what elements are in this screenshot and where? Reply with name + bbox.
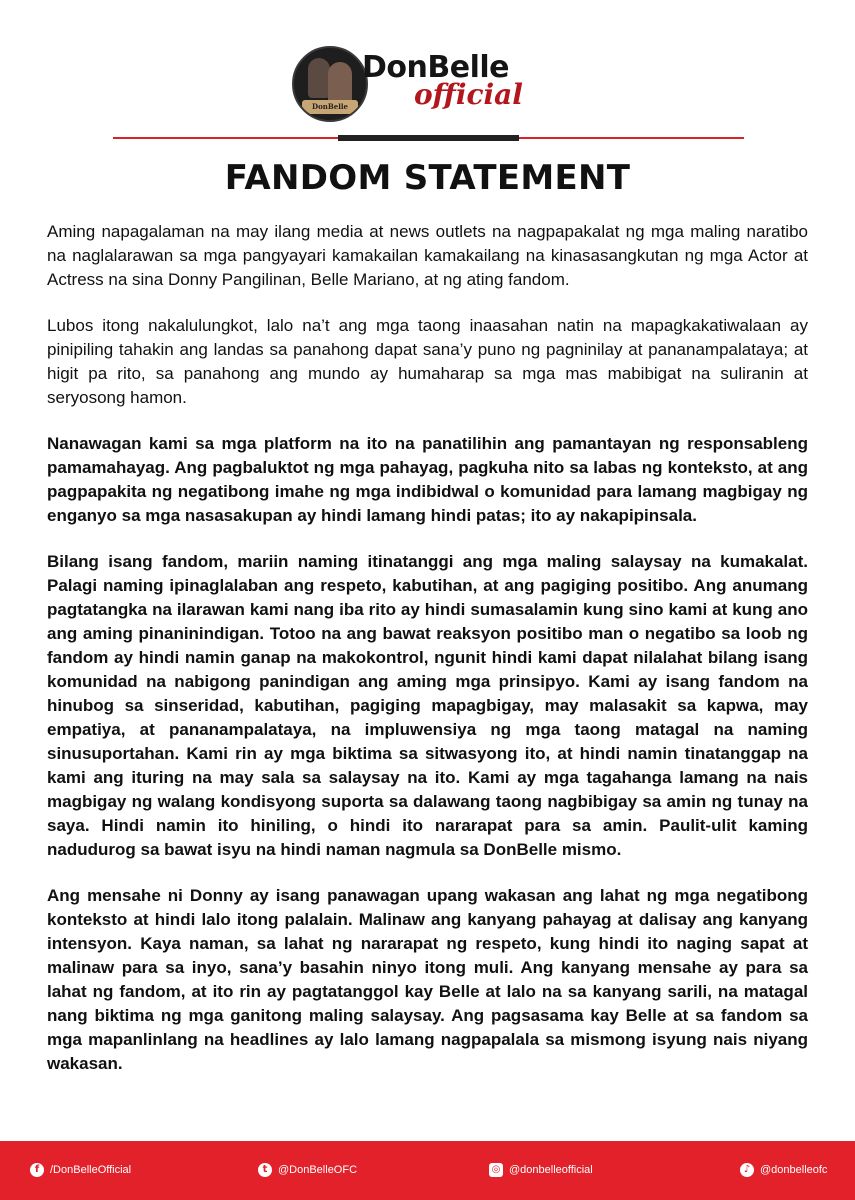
instagram-icon: ◎ — [489, 1163, 503, 1177]
paragraph-4: Bilang isang fandom, mariin naming itinatanggi ang mga maling salaysay na kumakalat. Palagi naming ipinaglalaban ang respeto, kabutihan, at ang pagiging positibo. Ang anumang pagtatangka na ilarawan kami nang iba rito ay hindi sumasalamin kung sino kami at kung ano ang aming pinaninindigan. Totoo na ang bawat reaksyon positibo man o negatibo sa loob ng fandom ay hindi namin ganap na makokontrol, ngunit hindi kami dapat nilalahat bilang isang komunidad na nabigong panindigan ang aming mga prinsipyo. Kami ay isang fandom na hinubog sa sinseridad, kabutihan, pagiging mapagbigay, may malasakit sa kapwa, may empatiya, at pananampalataya, na impluwensiya ng mga taong matagal na naming sinusuportahan. Kami rin ay mga biktima sa sitwasyong ito, at hindi namin tinatanggap na kami ang ituring na may sala sa salaysay na ito. Kami ay mga tagahanga lamang na nais magbigay ng walang kondisyong suporta sa dalawang taong nagbibigay sa amin ng tunay na saya. Hindi namin ito hiniling, o hindi ito nararapat para sa amin. Paulit-ulit kaming nadudurog sa bawat isyu na hindi naman nagmula sa DonBelle mismo. — [47, 552, 808, 859]
logo-image — [292, 46, 368, 122]
brand-subtitle: official — [414, 78, 523, 111]
paragraph-1: Aming napagalaman na may ilang media at news outlets na nagpapakalat ng mga maling naratibo na naglalarawan sa mga pangyayari kamakailan kamakailang na kinasasangkutan ng mga Actor at Actress na sina Donny Pangilinan, Belle Mariano, at ng ating fandom. — [47, 222, 808, 289]
social-footer — [0, 1141, 855, 1200]
twitter-handle: @DonBelleOFC — [278, 1164, 358, 1176]
paragraph-2: Lubos itong nakalulungkot, lalo na’t ang mga taong inaasahan natin na mapagkakatiwalaan ay pinipiling tahakin ang landas sa panahong dapat sana’y puno ng pagninilay at pananampalataya; at higit pa rito, sa panahong ang mundo ay humaharap sa mga mas mabibigat na suliranin at seryosong hamon. — [47, 316, 808, 407]
logo-figure-right — [328, 62, 352, 104]
divider-accent — [338, 135, 519, 141]
tiktok-link[interactable] — [740, 1161, 827, 1179]
brand-name: DonBelle — [362, 50, 509, 85]
twitter-link[interactable] — [258, 1161, 357, 1179]
instagram-handle: @donbelleofficial — [509, 1164, 593, 1176]
page-title: FANDOM STATEMENT — [224, 158, 631, 198]
header — [0, 40, 855, 120]
paragraph-5: Ang mensahe ni Donny ay isang panawagan upang wakasan ang lahat ng mga negatibong konteksto at hindi lalo itong palalain. Malinaw ang kanyang pahayag at dalisay ang kanyang intensyon. Kaya naman, sa lahat ng nararapat ng respeto, kung hindi ito naging sapat at malinaw para sa inyo, sana’y basahin ninyo itong muli. Ang kanyang mensahe ay para sa lahat ng fandom, at ito rin ay pagtatanggol kay Belle at lalo na sa kanyang sarili, na matagal nang biktima ng mga ganitong maling salaysay. Ang pagsasama kay Belle at sa fandom sa mga mapanlinlang na headlines ay lalo lamang nagpapalala sa mismong isyung nais niyang wakasan. — [47, 886, 808, 1073]
twitter-icon: t — [258, 1163, 272, 1177]
statement-body — [47, 220, 808, 1098]
facebook-handle: /DonBelleOfficial — [50, 1164, 132, 1176]
logo-badge: DonBelle — [302, 100, 358, 114]
logo-figure-left — [308, 58, 330, 98]
facebook-icon: f — [30, 1163, 44, 1177]
paragraph-3: Nanawagan kami sa mga platform na ito na panatilihin ang pamantayan ng responsableng pamamahayag. Ang pagbaluktot ng mga pahayag, pagkuha nito sa labas ng konteksto, at ang pagpapakita ng negatibong imahe ng mga indibidwal o komunidad para lamang magbigay ng enganyo sa mga nasasakupan ay hindi lamang hindi patas; ito ay nakapipinsala. — [47, 434, 808, 525]
instagram-link[interactable] — [489, 1161, 593, 1179]
tiktok-icon: ♪ — [740, 1163, 754, 1177]
facebook-link[interactable] — [30, 1161, 131, 1179]
tiktok-handle: @donbelleofc — [760, 1164, 828, 1176]
